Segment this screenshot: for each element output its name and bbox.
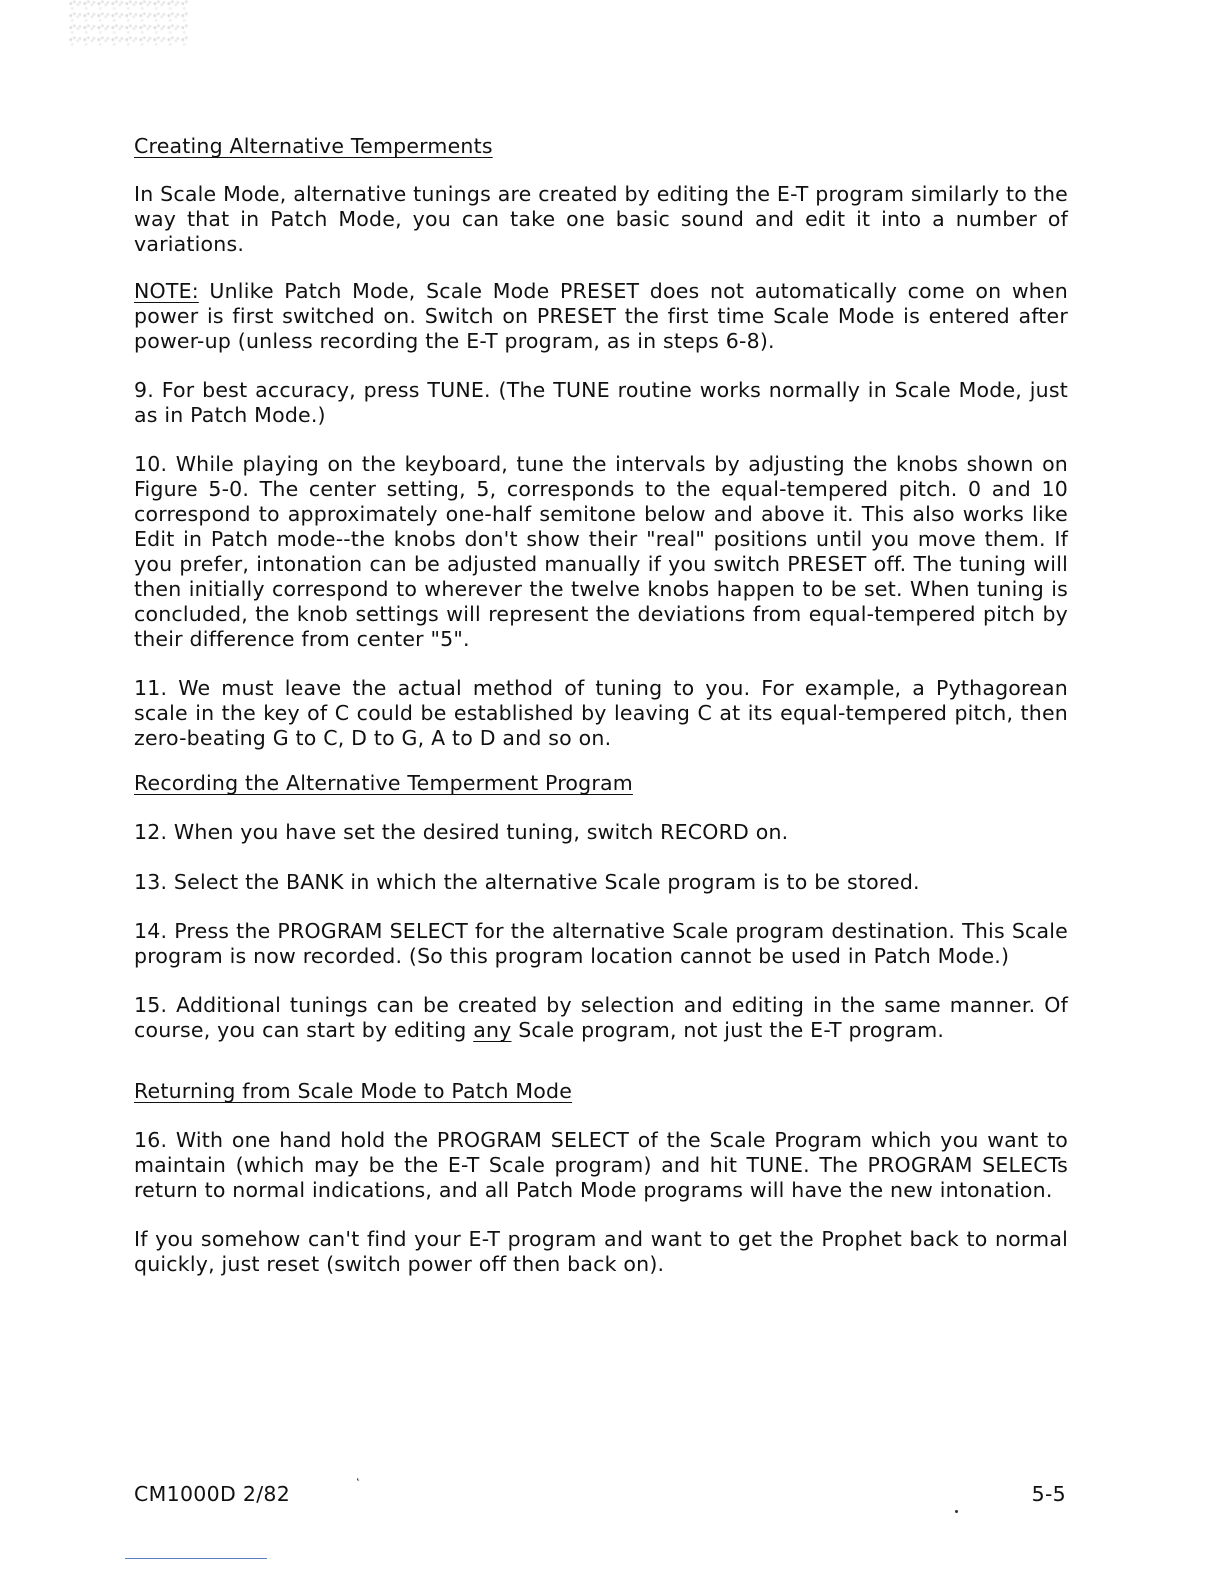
footer-doc-code: CM1000D 2/82 — [134, 1482, 291, 1506]
paragraph-intro: In Scale Mode, alternative tunings are created by editing the E-T program similarly to the way that in Patch Mode, you can take one basic sound and edit it into a number of variations. — [134, 182, 1068, 256]
paragraph-step-9: 9. For best accuracy, press TUNE. (The TUNE routine works normally in Scale Mode, just as in Patch Mode.) — [134, 378, 1068, 427]
heading-creating-text: Creating Alternative Temperments — [134, 134, 493, 158]
scan-mark: ˛ — [355, 1467, 361, 1481]
heading-recording — [134, 771, 1068, 796]
heading-returning-text: Returning from Scale Mode to Patch Mode — [134, 1079, 573, 1103]
bottom-rule — [125, 1558, 267, 1559]
paragraph-step-11: 11. We must leave the actual method of tuning to you. For example, a Pythagorean scale in the key of C could be established by leaving C at its equal-tempered pitch, then zero-beating G to C, D to G, A to D and so on. — [134, 676, 1068, 750]
paragraph-closing: If you somehow can't find your E-T program and want to get the Prophet back to normal quickly, just reset (switch power off then back on). — [134, 1227, 1068, 1276]
step-15-text-a: 15. Additional tunings can be created by selection and editing in the same manner. Of course, you can start by editing — [134, 993, 1068, 1042]
paragraph-step-10: 10. While playing on the keyboard, tune the intervals by adjusting the knobs shown on Figure 5-0. The center setting, 5, corresponds to the equal-tempered pitch. 0 and 10 correspond to approximately one-half semitone below and above it. This also works like Edit in Patch mode--the knobs don't show their "real" positions until you move them. If you prefer, intonation can be adjusted manually if you switch PRESET off. The tuning will then initially correspond to wherever the twelve knobs happen to be set. When tuning is concluded, the knob settings will represent the deviations from equal-tempered pitch by their difference from center "5". — [134, 452, 1068, 651]
footer-page-number: 5-5 — [1031, 1482, 1066, 1506]
step-15-emphasis: any — [473, 1018, 512, 1042]
note-text: Unlike Patch Mode, Scale Mode PRESET does not automatically come on when power is first switched on. Switch on PRESET the first time Scale Mode is entered after power-up (unless recording the E-T program, as in steps 6-8). — [134, 279, 1068, 353]
paragraph-step-14: 14. Press the PROGRAM SELECT for the alternative Scale program destination. This Scale program is now recorded. (So this program location cannot be used in Patch Mode.) — [134, 919, 1068, 968]
paragraph-step-12: 12. When you have set the desired tuning, switch RECORD on. — [134, 820, 789, 844]
paragraph-step-13: 13. Select the BANK in which the alternative Scale program is to be stored. — [134, 870, 920, 894]
note-label: NOTE: — [134, 279, 199, 303]
heading-returning — [134, 1079, 1068, 1104]
paragraph-step-15 — [134, 993, 1068, 1043]
paragraph-note — [134, 279, 1068, 354]
scan-speckle — [68, 0, 188, 48]
paragraph-step-16: 16. With one hand hold the PROGRAM SELECT of the Scale Program which you want to maintain (which may be the E-T Scale program) and hit TUNE. The PROGRAM SELECTs return to normal indications, and all Patch Mode programs will have the new intonation. — [134, 1128, 1068, 1202]
step-15-text-b: Scale program, not just the E-T program. — [511, 1018, 945, 1042]
heading-recording-text: Recording the Alternative Temperment Program — [134, 771, 633, 795]
page-content — [134, 134, 1068, 1277]
heading-creating — [134, 134, 1068, 159]
scan-dot — [955, 1510, 958, 1513]
